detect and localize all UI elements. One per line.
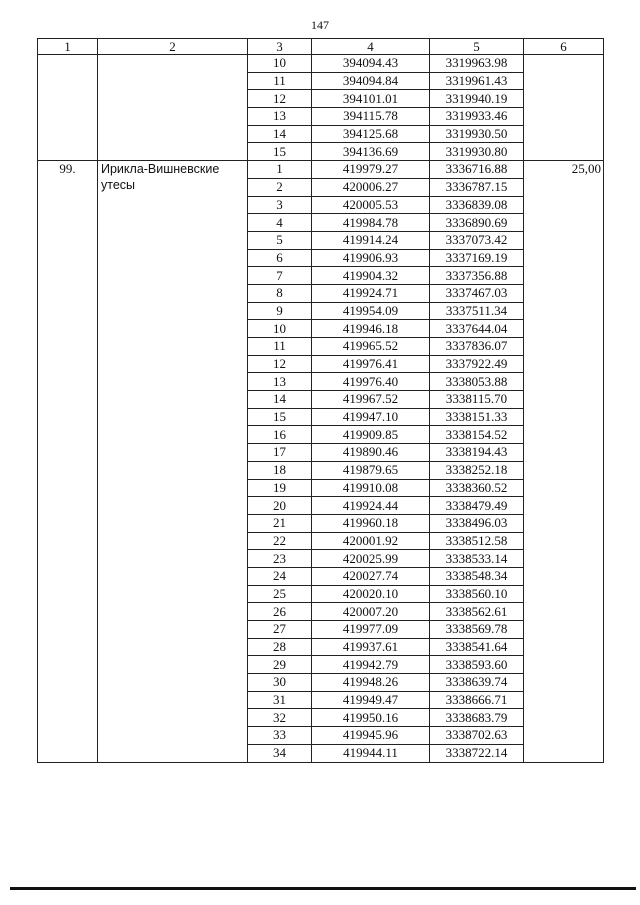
coordinate-y: 3338722.14 [430, 744, 524, 762]
coordinate-x: 419960.18 [312, 514, 430, 532]
coordinate-y: 3337644.04 [430, 320, 524, 338]
coordinate-y: 3338512.58 [430, 532, 524, 550]
point-number: 10 [248, 320, 312, 338]
column-header: 2 [98, 39, 248, 55]
coordinate-y: 3337073.42 [430, 231, 524, 249]
coordinate-x: 419924.71 [312, 284, 430, 302]
point-number: 28 [248, 638, 312, 656]
coordinate-x: 420001.92 [312, 532, 430, 550]
coordinate-x: 419909.85 [312, 426, 430, 444]
coordinate-x: 394101.01 [312, 90, 430, 108]
bottom-rule [10, 887, 636, 890]
coordinate-y: 3338569.78 [430, 621, 524, 639]
coordinate-y: 3319930.50 [430, 125, 524, 143]
coordinate-x: 419984.78 [312, 214, 430, 232]
coordinate-y: 3338702.63 [430, 727, 524, 745]
coordinate-x: 394136.69 [312, 143, 430, 161]
point-number: 12 [248, 90, 312, 108]
entry-name-cell [98, 55, 248, 161]
coordinate-y: 3319933.46 [430, 108, 524, 126]
coordinate-x: 419979.27 [312, 161, 430, 179]
point-number: 27 [248, 621, 312, 639]
point-number: 10 [248, 55, 312, 73]
coordinate-y: 3319963.98 [430, 55, 524, 73]
point-number: 7 [248, 267, 312, 285]
coordinate-x: 419977.09 [312, 621, 430, 639]
point-number: 33 [248, 727, 312, 745]
point-number: 24 [248, 567, 312, 585]
coordinate-y: 3338639.74 [430, 674, 524, 692]
coordinate-y: 3337169.19 [430, 249, 524, 267]
coordinate-y: 3337356.88 [430, 267, 524, 285]
coordinate-x: 394094.43 [312, 55, 430, 73]
coordinate-y: 3338548.34 [430, 567, 524, 585]
coordinate-x: 419950.16 [312, 709, 430, 727]
coordinate-y: 3337511.34 [430, 302, 524, 320]
coordinate-y: 3338541.64 [430, 638, 524, 656]
point-number: 6 [248, 249, 312, 267]
coordinate-x: 419948.26 [312, 674, 430, 692]
point-number: 34 [248, 744, 312, 762]
coordinate-y: 3338115.70 [430, 391, 524, 409]
point-number: 18 [248, 461, 312, 479]
point-number: 1 [248, 161, 312, 179]
point-number: 29 [248, 656, 312, 674]
coordinate-y: 3338194.43 [430, 444, 524, 462]
coordinate-x: 419949.47 [312, 691, 430, 709]
entry-number: 99. [38, 161, 98, 762]
coordinate-x: 419924.44 [312, 497, 430, 515]
coordinate-y: 3338479.49 [430, 497, 524, 515]
coordinate-x: 420020.10 [312, 585, 430, 603]
coordinate-x: 419976.41 [312, 355, 430, 373]
coordinate-x: 419965.52 [312, 338, 430, 356]
point-number: 16 [248, 426, 312, 444]
table-row [38, 55, 604, 73]
point-number: 14 [248, 391, 312, 409]
coordinate-x: 419944.11 [312, 744, 430, 762]
point-number: 15 [248, 408, 312, 426]
point-number: 13 [248, 373, 312, 391]
point-number: 20 [248, 497, 312, 515]
coordinate-x: 394125.68 [312, 125, 430, 143]
coordinate-y: 3319930.80 [430, 143, 524, 161]
coordinates-table [37, 38, 604, 763]
coordinate-y: 3336716.88 [430, 161, 524, 179]
coordinate-x: 419947.10 [312, 408, 430, 426]
coordinate-y: 3337467.03 [430, 284, 524, 302]
coordinate-x: 419890.46 [312, 444, 430, 462]
column-header: 4 [312, 39, 430, 55]
column-header: 6 [524, 39, 604, 55]
area-cell [524, 55, 604, 161]
column-header: 3 [248, 39, 312, 55]
point-number: 26 [248, 603, 312, 621]
coordinate-x: 419906.93 [312, 249, 430, 267]
coordinate-y: 3338683.79 [430, 709, 524, 727]
point-number: 23 [248, 550, 312, 568]
coordinate-x: 419954.09 [312, 302, 430, 320]
coordinate-y: 3336787.15 [430, 178, 524, 196]
coordinate-x: 419976.40 [312, 373, 430, 391]
point-number: 4 [248, 214, 312, 232]
coordinate-x: 419946.18 [312, 320, 430, 338]
coordinate-y: 3338053.88 [430, 373, 524, 391]
table-row [38, 161, 604, 179]
coordinate-y: 3338154.52 [430, 426, 524, 444]
coordinate-y: 3337836.07 [430, 338, 524, 356]
coordinate-x: 419945.96 [312, 727, 430, 745]
coordinate-y: 3338560.10 [430, 585, 524, 603]
coordinate-y: 3337922.49 [430, 355, 524, 373]
point-number: 32 [248, 709, 312, 727]
point-number: 25 [248, 585, 312, 603]
point-number: 21 [248, 514, 312, 532]
point-number: 31 [248, 691, 312, 709]
point-number: 8 [248, 284, 312, 302]
coordinate-x: 419937.61 [312, 638, 430, 656]
entry-area: 25,00 [524, 161, 604, 762]
coordinate-x: 420005.53 [312, 196, 430, 214]
coordinate-y: 3336890.69 [430, 214, 524, 232]
coordinate-x: 419914.24 [312, 231, 430, 249]
point-number: 15 [248, 143, 312, 161]
point-number: 2 [248, 178, 312, 196]
point-number: 11 [248, 72, 312, 90]
coordinate-y: 3338562.61 [430, 603, 524, 621]
coordinate-y: 3338496.03 [430, 514, 524, 532]
point-number: 3 [248, 196, 312, 214]
point-number: 22 [248, 532, 312, 550]
coordinate-y: 3336839.08 [430, 196, 524, 214]
coordinate-x: 419967.52 [312, 391, 430, 409]
coordinate-x: 394115.78 [312, 108, 430, 126]
coordinate-x: 394094.84 [312, 72, 430, 90]
point-number: 30 [248, 674, 312, 692]
coordinate-y: 3319961.43 [430, 72, 524, 90]
coordinate-y: 3319940.19 [430, 90, 524, 108]
point-number: 14 [248, 125, 312, 143]
entry-name: Ирикла-Вишневские утесы [98, 161, 248, 762]
coordinate-y: 3338666.71 [430, 691, 524, 709]
column-header: 1 [38, 39, 98, 55]
point-number: 9 [248, 302, 312, 320]
coordinate-x: 420007.20 [312, 603, 430, 621]
point-number: 19 [248, 479, 312, 497]
coordinate-y: 3338533.14 [430, 550, 524, 568]
coordinate-y: 3338151.33 [430, 408, 524, 426]
coordinate-x: 419904.32 [312, 267, 430, 285]
coordinate-x: 419879.65 [312, 461, 430, 479]
coordinate-y: 3338593.60 [430, 656, 524, 674]
coordinate-x: 420025.99 [312, 550, 430, 568]
point-number: 11 [248, 338, 312, 356]
coordinate-x: 420027.74 [312, 567, 430, 585]
column-header: 5 [430, 39, 524, 55]
coordinate-x: 419910.08 [312, 479, 430, 497]
entry-number-cell [38, 55, 98, 161]
coordinate-y: 3338252.18 [430, 461, 524, 479]
coordinate-y: 3338360.52 [430, 479, 524, 497]
page-number: 147 [311, 18, 329, 32]
coordinate-x: 420006.27 [312, 178, 430, 196]
point-number: 13 [248, 108, 312, 126]
point-number: 12 [248, 355, 312, 373]
point-number: 5 [248, 231, 312, 249]
point-number: 17 [248, 444, 312, 462]
header-row [38, 39, 604, 55]
coordinate-x: 419942.79 [312, 656, 430, 674]
